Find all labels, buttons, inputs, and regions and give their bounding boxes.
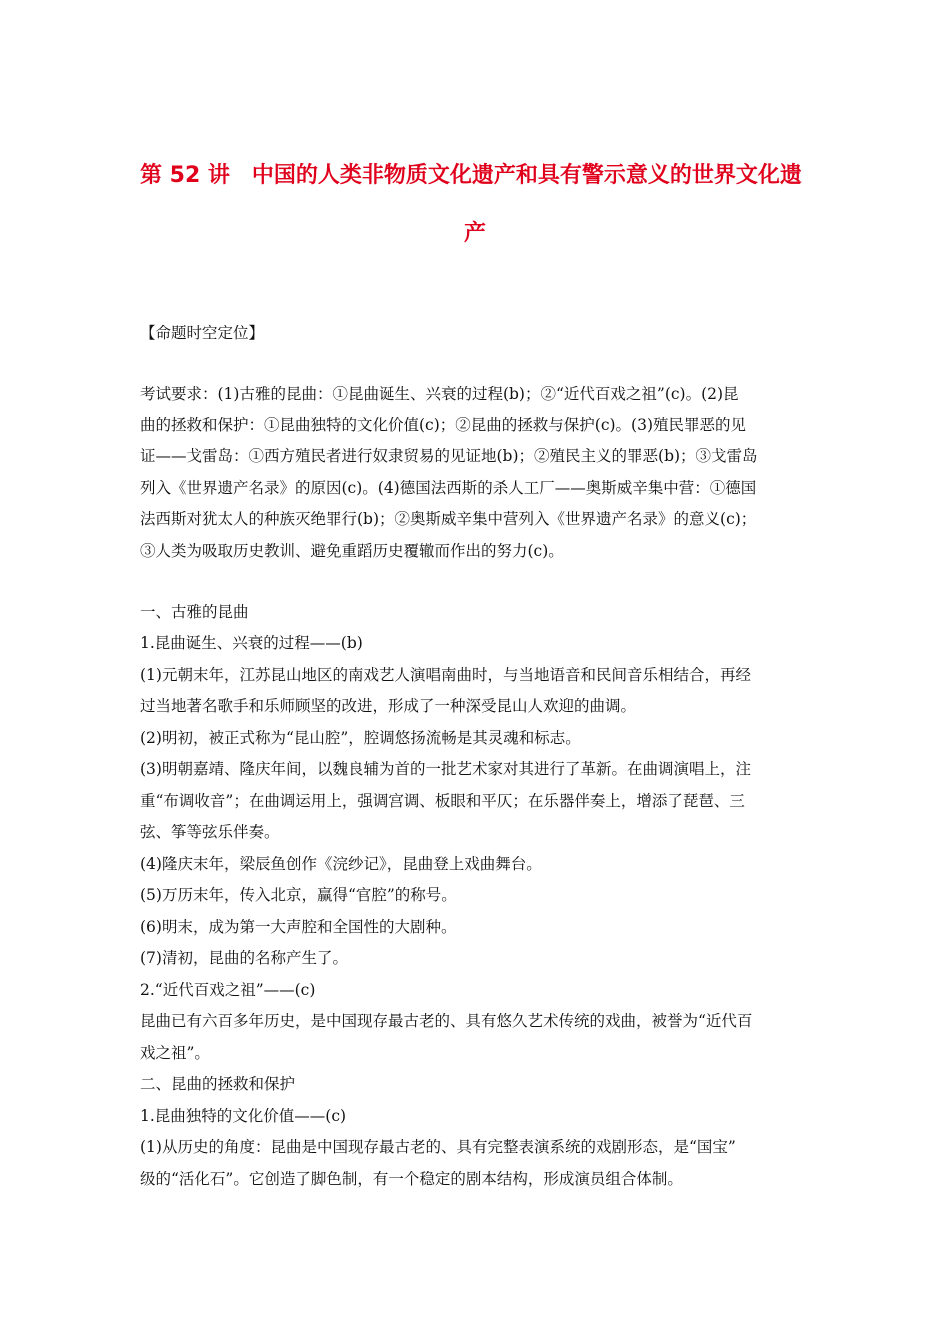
body-line: (3)明朝嘉靖、隆庆年间，以魏良辅为首的一批艺术家对其进行了革新。在曲调演唱上，注 <box>140 760 751 778</box>
body-line: 级的“活化石”。它创造了脚色制，有一个稳定的剧本结构，形成演员组合体制。 <box>140 1170 683 1188</box>
section-label: 【命题时空定位】 <box>140 324 265 342</box>
body-line: 重“布调收音”；在曲调运用上，强调宫调、板眼和平仄；在乐器伴奏上，增添了琵琶、三 <box>140 792 745 810</box>
body-line: (5)万历末年，传入北京，赢得“官腔”的称号。 <box>140 886 457 904</box>
requirement-line: 列入《世界遗产名录》的原因(c)。(4)德国法西斯的杀人工厂——奥斯威辛集中营：①德国 <box>140 479 757 497</box>
subheading: 1.昆曲独特的文化价值——(c) <box>140 1107 347 1125</box>
body-line: (6)明末，成为第一大声腔和全国性的大剧种。 <box>140 918 457 936</box>
requirement-line: 曲的拯救和保护：①昆曲独特的文化价值(c)；②昆曲的拯救与保护(c)。(3)殖民罪恶的见 <box>140 416 747 434</box>
heading-section-1: 一、古雅的昆曲 <box>140 603 249 621</box>
requirement-line: 考试要求：(1)古雅的昆曲：①昆曲诞生、兴衰的过程(b)；②“近代百戏之祖”(c)。(2)昆 <box>140 385 739 403</box>
body-line: (7)清初，昆曲的名称产生了。 <box>140 949 348 967</box>
requirement-line: ③人类为吸取历史教训、避免重蹈历史覆辙而作出的努力(c)。 <box>140 542 564 560</box>
body-line: (1)从历史的角度：昆曲是中国现存最古老的、具有完整表演系统的戏剧形态，是“国宝” <box>140 1138 736 1156</box>
body-line: 昆曲已有六百多年历史，是中国现存最古老的、具有悠久艺术传统的戏曲，被誉为“近代百 <box>140 1012 753 1030</box>
body-line: 戏之祖”。 <box>140 1044 210 1062</box>
body-line: (4)隆庆末年，梁辰鱼创作《浣纱记》，昆曲登上戏曲舞台。 <box>140 855 542 873</box>
requirement-line: 证——戈雷岛：①西方殖民者进行奴隶贸易的见证地(b)；②殖民主义的罪恶(b)；③戈雷岛 <box>140 447 758 465</box>
body-line: 弦、筝等弦乐伴奏。 <box>140 823 280 841</box>
body-line: 过当地著名歌手和乐师顾坚的改进，形成了一种深受昆山人欢迎的曲调。 <box>140 697 637 715</box>
subheading: 2.“近代百戏之祖”——(c) <box>140 981 316 999</box>
heading-section-2: 二、昆曲的拯救和保护 <box>140 1075 296 1093</box>
subheading: 1.昆曲诞生、兴衰的过程——(b) <box>140 634 363 652</box>
requirement-line: 法西斯对犹太人的种族灭绝罪行(b)；②奥斯威辛集中营列入《世界遗产名录》的意义(c)； <box>140 510 757 528</box>
page-title-line-2: 产 <box>463 221 486 246</box>
body-line: (2)明初，被正式称为“昆山腔”，腔调悠扬流畅是其灵魂和标志。 <box>140 729 581 747</box>
body-line: (1)元朝末年，江苏昆山地区的南戏艺人演唱南曲时，与当地语音和民间音乐相结合，再经 <box>140 666 751 684</box>
page-title-line-1: 第 52 讲 中国的人类非物质文化遗产和具有警示意义的世界文化遗 <box>140 163 802 188</box>
